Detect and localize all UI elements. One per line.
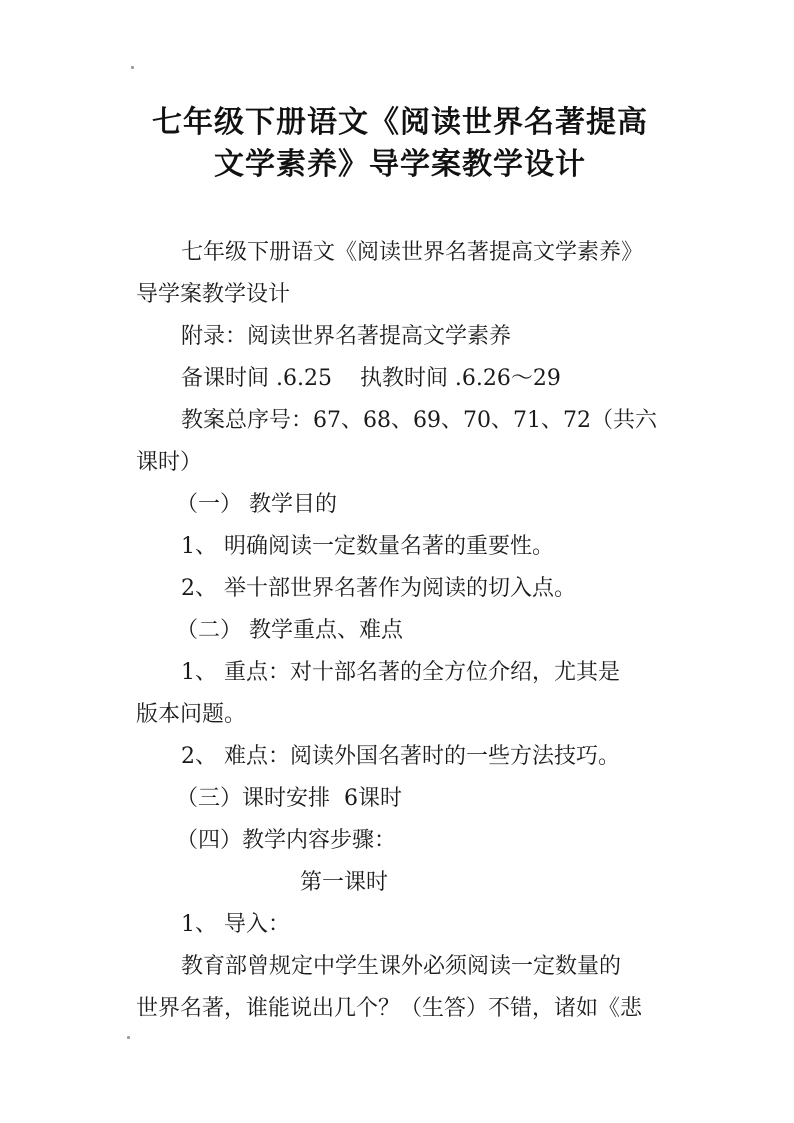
document-title-line1: 七年级下册语文《阅读世界名著提高: [152, 105, 648, 140]
intro-title-line2: 导学案教学设计: [136, 282, 291, 307]
lesson-time-line: 备课时间 .6.25 执教时间 .6.26～29: [181, 366, 561, 391]
intro-paragraph-line2: 世界名著，谁能说出几个？（生答）不错，诸如《悲: [136, 996, 643, 1021]
document-title-line2: 文学素养》导学案教学设计: [214, 147, 586, 182]
goal-item-2: 2、 举十部世界名著作为阅读的切入点。: [181, 576, 576, 601]
key-point-1-line2: 版本问题。: [136, 702, 247, 727]
goal-item-1: 1、 明确阅读一定数量名著的重要性。: [181, 534, 554, 559]
key-point-2: 2、 难点：阅读外国名著时的一些方法技巧。: [181, 744, 620, 769]
step-1-heading: 1、 导入：: [181, 912, 290, 937]
appendix-line: 附录：阅读世界名著提高文学素养: [181, 324, 512, 349]
scan-speck: [127, 1036, 130, 1039]
section-heading-key-points: （二） 教学重点、难点: [176, 618, 403, 643]
intro-paragraph-line1: 教育部曾规定中学生课外必须阅读一定数量的: [181, 954, 622, 979]
key-point-1-line1: 1、 重点：对十部名著的全方位介绍，尤其是: [181, 660, 620, 685]
sequence-line1: 教案总序号：67、68、69、70、71、72（共六: [181, 408, 657, 433]
sequence-line2: 课时）: [136, 450, 203, 475]
lesson-heading: 第一课时: [300, 870, 389, 895]
section-heading-goals: （一） 教学目的: [176, 492, 337, 517]
section-heading-schedule: （三）课时安排 6课时: [176, 786, 402, 811]
intro-title-line1: 七年级下册语文《阅读世界名著提高文学素养》: [181, 240, 644, 265]
scan-speck: [131, 66, 134, 69]
section-heading-steps: （四）教学内容步骤：: [176, 828, 397, 853]
